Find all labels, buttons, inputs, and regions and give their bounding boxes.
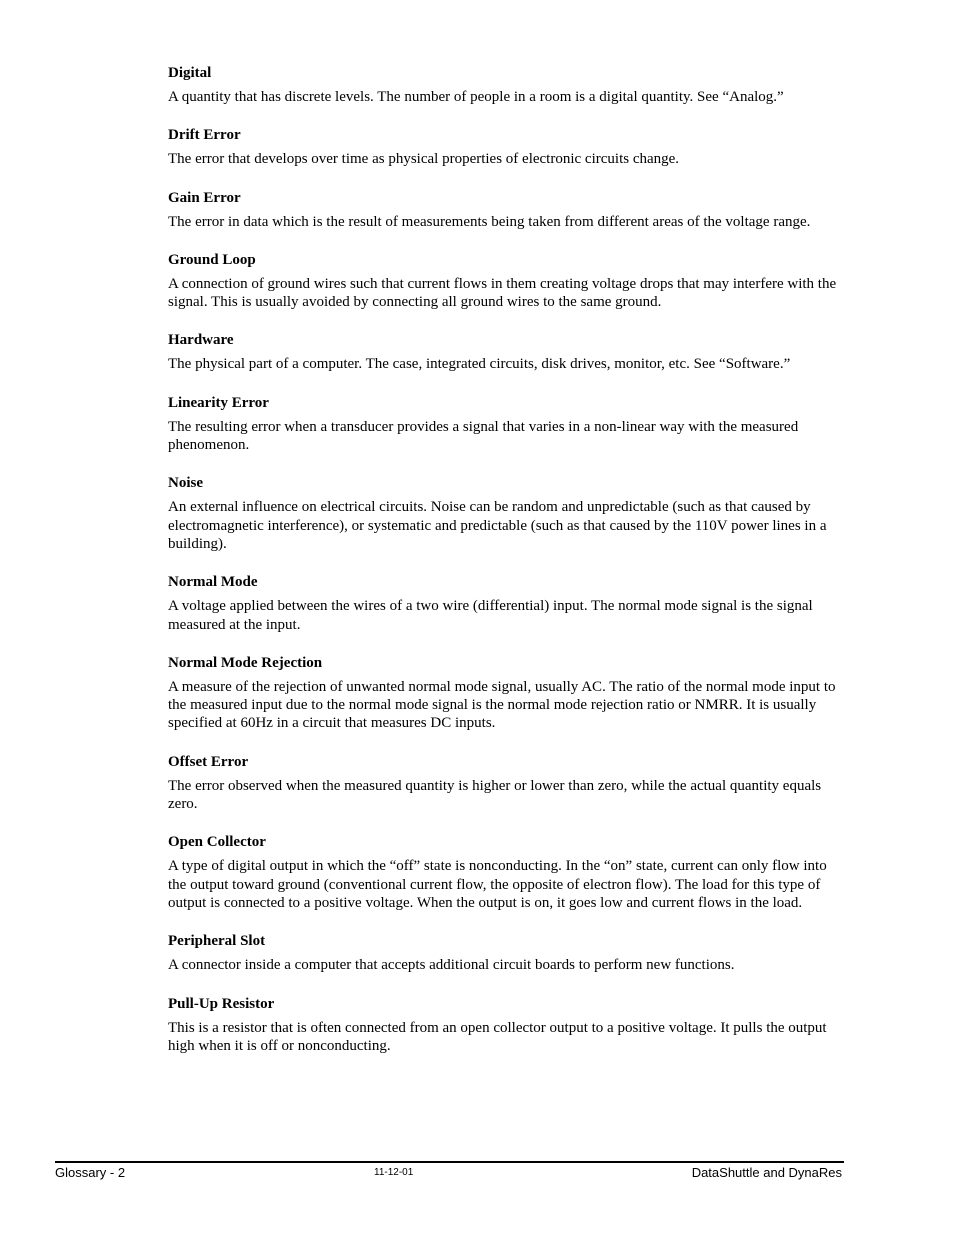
page-footer <box>55 1161 844 1180</box>
glossary-entry <box>168 251 844 312</box>
glossary-content <box>168 64 844 1075</box>
glossary-definition: The resulting error when a transducer provides a signal that varies in a non-linear way with the measured phenomenon. <box>168 418 799 454</box>
glossary-definition: A measure of the rejection of unwanted normal mode signal, usually AC. The ratio of the normal mode input to the measured input due to the normal mode signal is the normal mode rejection ratio or NMRR. It is usually specified at 60Hz in a circuit that measures DC inputs. <box>168 678 836 732</box>
glossary-term: Open Collector <box>168 834 266 851</box>
glossary-definition: A connection of ground wires such that current flows in them creating voltage drops that may interfere with the signal. This is usually avoided by connecting all ground wires to the same ground. <box>168 275 837 311</box>
glossary-term: Noise <box>168 475 203 492</box>
glossary-entry <box>168 932 844 974</box>
glossary-entry <box>168 573 844 634</box>
glossary-entry <box>168 64 844 106</box>
glossary-term: Gain Error <box>168 189 241 206</box>
glossary-term: Drift Error <box>168 127 241 144</box>
glossary-definition: The error in data which is the result of measurements being taken from different areas of the voltage range. <box>168 213 811 230</box>
glossary-entry <box>168 654 844 733</box>
glossary-definition: A connector inside a computer that accepts additional circuit boards to perform new functions. <box>168 957 735 974</box>
glossary-term: Normal Mode Rejection <box>168 654 323 671</box>
glossary-definition: A quantity that has discrete levels. The number of people in a room is a digital quantity. See “Analog.” <box>168 89 784 105</box>
glossary-entry <box>168 331 844 373</box>
glossary-entry <box>168 995 844 1056</box>
glossary-entry <box>168 474 844 553</box>
glossary-term: Digital <box>168 65 212 81</box>
glossary-term: Pull-Up Resistor <box>168 995 275 1012</box>
footer-product-name: DataShuttle and DynaRes <box>691 1165 842 1180</box>
glossary-term: Hardware <box>168 332 234 349</box>
glossary-definition: The physical part of a computer. The case, integrated circuits, disk drives, monitor, etc. See “Software.” <box>168 356 791 373</box>
glossary-entry <box>168 833 844 912</box>
glossary-term: Peripheral Slot <box>168 933 266 950</box>
footer-date: 11-12-01 <box>374 1167 414 1178</box>
glossary-entry <box>168 126 844 168</box>
glossary-definition: The error observed when the measured quantity is higher or lower than zero, while the actual quantity equals zero. <box>168 777 822 813</box>
glossary-term: Offset Error <box>168 753 249 770</box>
glossary-definition: The error that develops over time as physical properties of electronic circuits change. <box>168 151 680 168</box>
glossary-term: Normal Mode <box>168 574 258 591</box>
glossary-entry <box>168 753 844 814</box>
glossary-definition: A type of digital output in which the “off” state is nonconducting. In the “on” state, current can only flow into the output toward ground (conventional current flow, the opposite of electron flow). The load for this type of output is connected to a positive voltage. When the output is on, it goes low and current flows in the load. <box>168 858 827 911</box>
glossary-definition: This is a resistor that is often connected from an open collector output to a positive voltage. It pulls the output high when it is off or nonconducting. <box>168 1019 827 1054</box>
glossary-entry <box>168 189 844 231</box>
footer-page-label: Glossary - 2 <box>55 1165 126 1180</box>
glossary-definition: A voltage applied between the wires of a two wire (differential) input. The normal mode signal is the signal measured at the input. <box>168 598 813 633</box>
glossary-term: Ground Loop <box>168 251 256 268</box>
glossary-definition: An external influence on electrical circuits. Noise can be random and unpredictable (such as that caused by electromagnetic interference), or systematic and predictable (such as that caused by the 110V power lines in a building). <box>168 499 827 552</box>
glossary-term: Linearity Error <box>168 394 269 411</box>
glossary-entry <box>168 394 844 455</box>
